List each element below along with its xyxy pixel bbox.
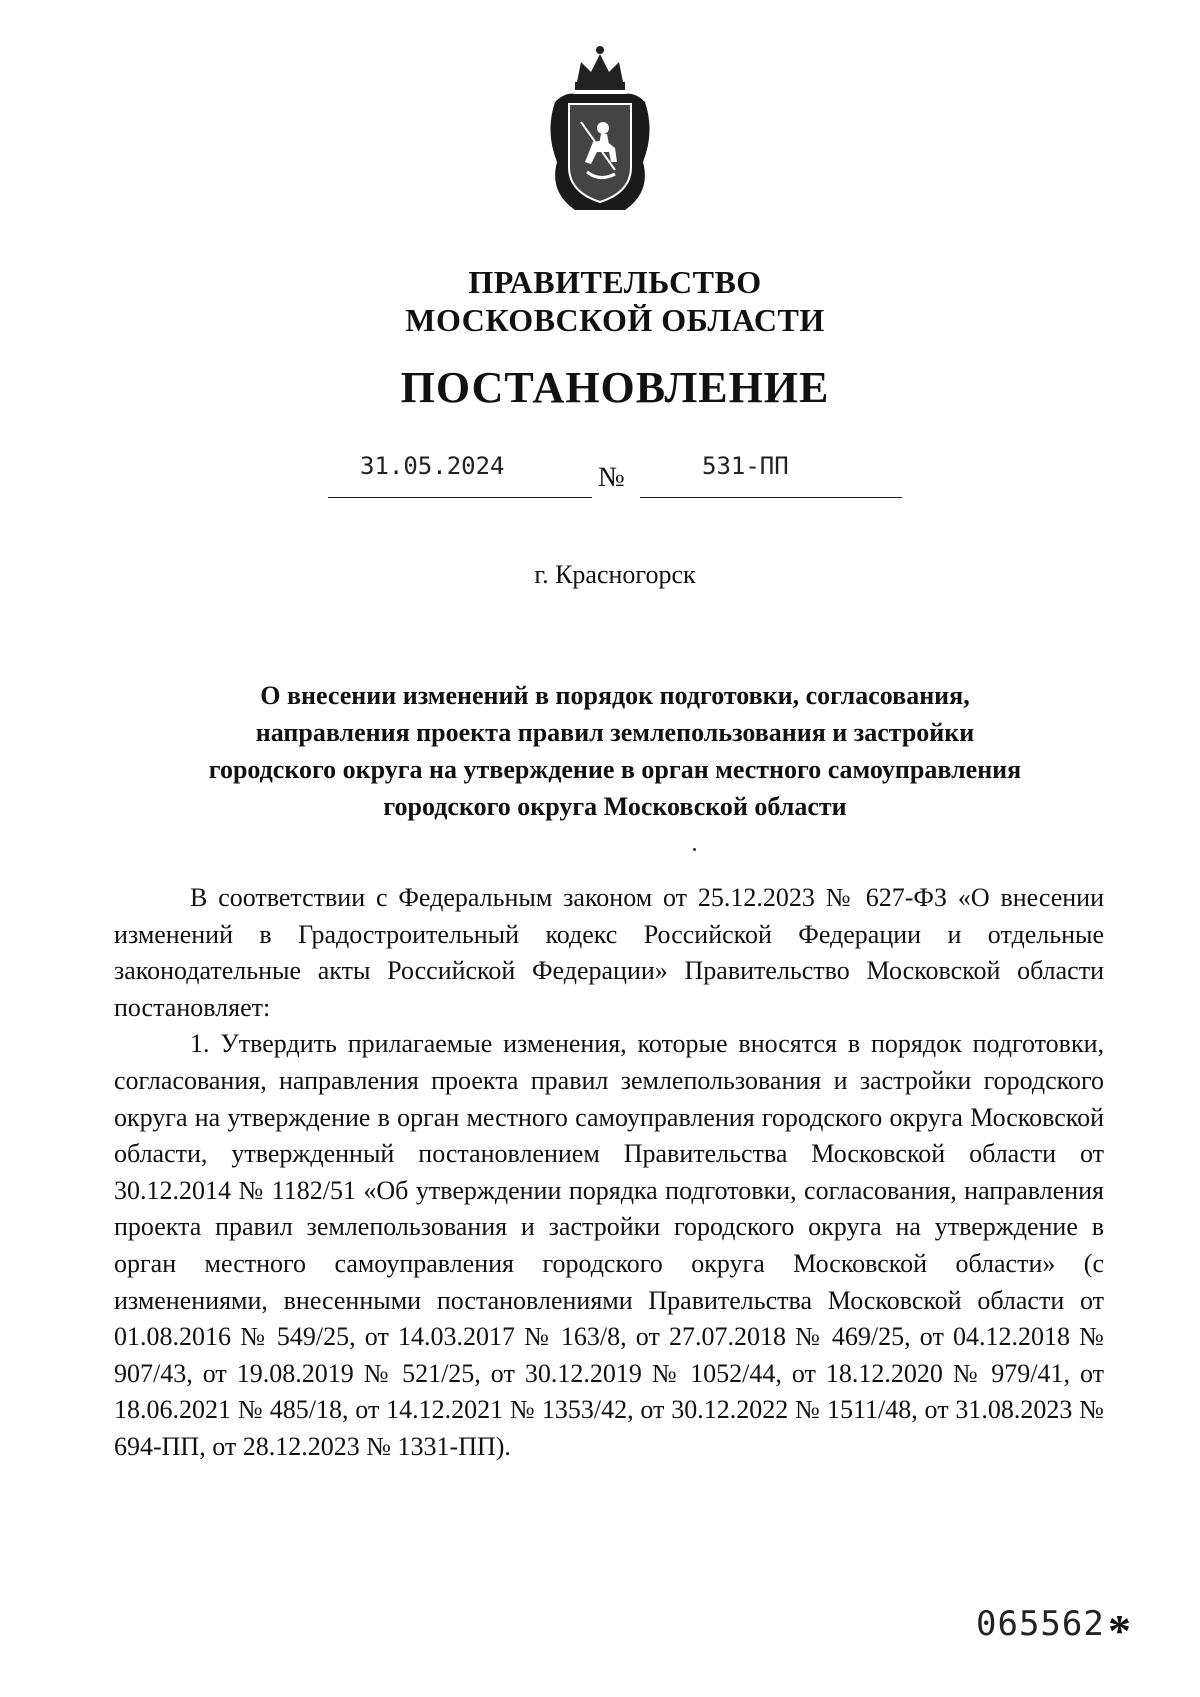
number-underline	[640, 497, 902, 498]
date-underline	[328, 497, 592, 498]
coat-of-arms-icon	[545, 42, 655, 214]
asterisk-mark: *	[1108, 1605, 1131, 1656]
serial-number: 065562	[976, 1604, 1105, 1644]
title-line: городского округа Московской области	[383, 792, 847, 821]
document-city: г. Красногорск	[534, 560, 696, 589]
document-title	[150, 677, 1080, 825]
number-sign: №	[598, 462, 625, 493]
body-paragraph-item-1: 1. Утвердить прилагаемые изменения, которые вносятся в порядок подготовки, согласования, направления проекта правил землепользования и застройки городского округа на утверждение в орган местного самоуправления городского округа Московской области, утвержденный постановлением Правительства Московской области от 30.12.2014 № 1182/51 «Об утверждении порядка подготовки, согласования, направления проекта правил землепользования и застройки городского округа на утверждение в орган местного самоуправления городского округа Московской области» (с изменениями, внесенными постановлениями Правительства Московской области от 01.08.2016 № 549/25, от 14.03.2017 № 163/8, от 27.07.2018 № 469/25, от 04.12.2018 № 907/43, от 19.08.2019 № 521/25, от 30.12.2019 № 1052/44, от 18.12.2020 № 979/41, от 18.06.2021 № 485/18, от 14.12.2021 № 1353/42, от 30.12.2022 № 1511/48, от 31.08.2023 № 694-ПП, от 28.12.2023 № 1331-ПП).	[114, 1029, 1104, 1461]
body-paragraph-preamble: В соответствии с Федеральным законом от 25.12.2023 № 627-ФЗ «О внесении изменений в Градостроительный кодекс Российской Федерации и отдельные законодательные акты Российской Федерации» Правительство Московской области постановляет:	[114, 883, 1104, 1022]
title-line: городского округа на утверждение в орган местного самоуправления	[208, 755, 1022, 784]
document-date: 31.05.2024	[360, 452, 505, 480]
title-line: направления проекта правил землепользования и застройки	[255, 718, 975, 747]
organization-name-line2: МОСКОВСКОЙ ОБЛАСТИ	[405, 302, 825, 338]
document-body	[114, 880, 1104, 1466]
scan-speck	[693, 848, 696, 851]
document-type: ПОСТАНОВЛЕНИЕ	[400, 363, 830, 412]
title-line: О внесении изменений в порядок подготовки, согласования,	[260, 681, 970, 710]
document-number: 531-ПП	[702, 452, 789, 480]
organization-name-line1: ПРАВИТЕЛЬСТВО	[468, 264, 762, 300]
